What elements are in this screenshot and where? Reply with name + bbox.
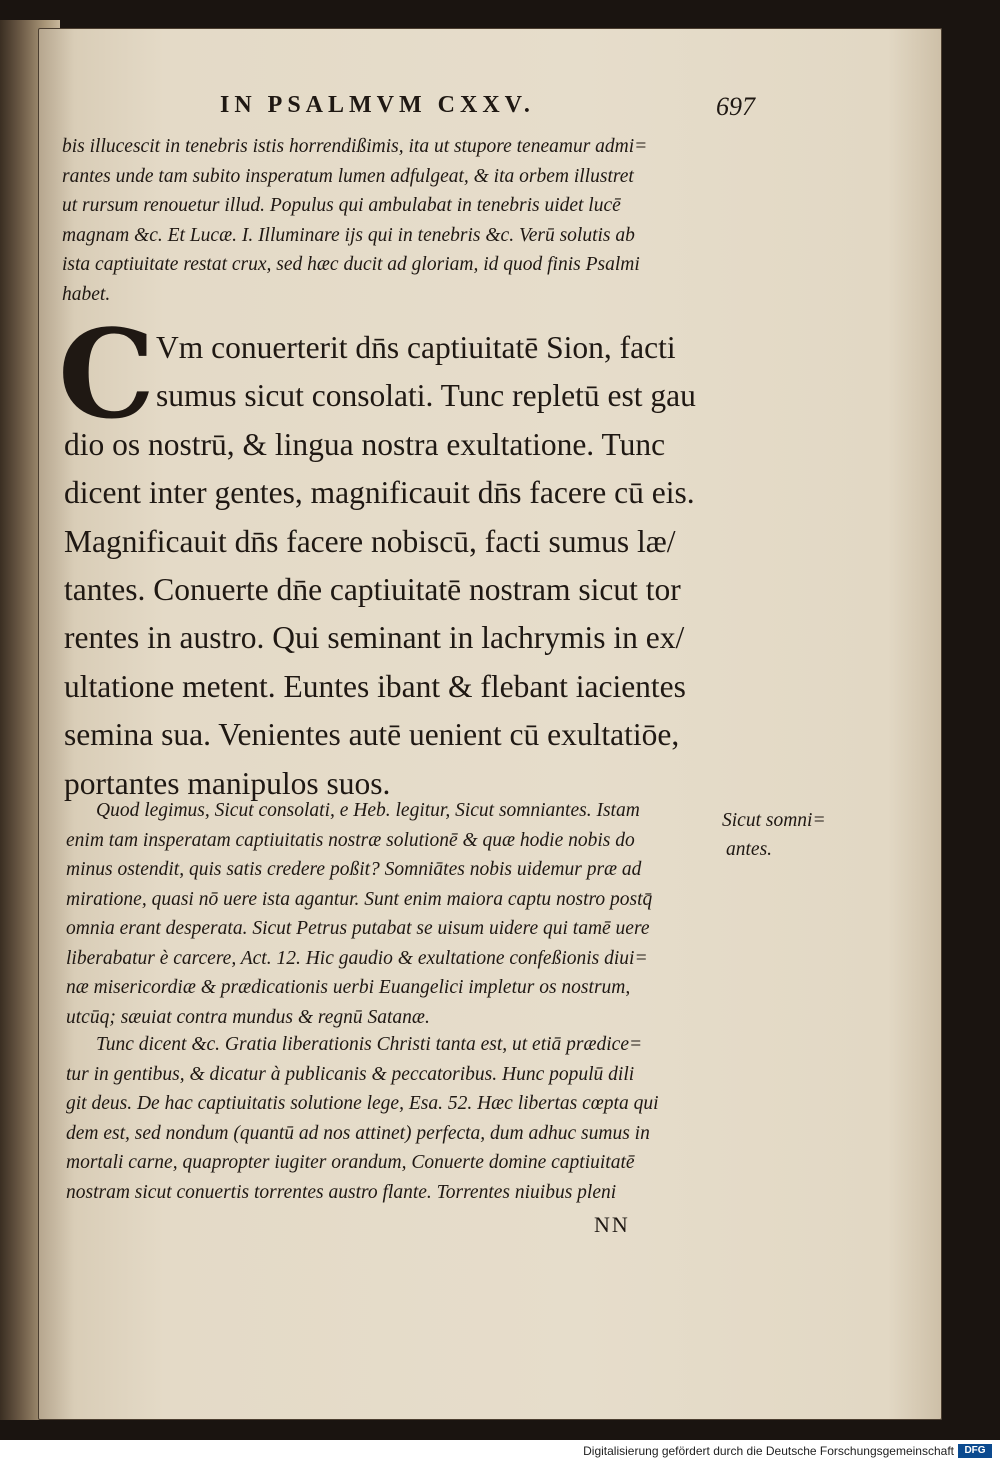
commentary-paragraph-2 bbox=[66, 1030, 736, 1207]
psalm-line: Vm conuerterit dn̄s captiuitatē Sion, facti bbox=[156, 330, 676, 365]
drop-cap-initial: C bbox=[58, 302, 156, 446]
commentary-line: utcūq; sæuiat contra mundus & regnū Satanæ. bbox=[66, 1006, 430, 1028]
commentary-line: tur in gentibus, & dicatur à publicanis & peccatoribus. Hunc populū dili bbox=[66, 1063, 635, 1085]
commentary-line: Tunc dicent &c. Gratia liberationis Christi tanta est, ut etiā prædice= bbox=[96, 1034, 643, 1055]
intro-line: ista captiuitate restat crux, sed hæc ducit ad gloriam, id quod finis Psalmi bbox=[62, 254, 640, 275]
commentary-line: nostram sicut conuertis torrentes austro flante. Torrentes niuibus pleni bbox=[66, 1181, 617, 1203]
psalm-text bbox=[64, 324, 724, 808]
commentary-line: næ misericordiæ & prædicationis uerbi Euangelici impletur os nostrum, bbox=[66, 977, 631, 998]
psalm-line: dio os nostrū, & lingua nostra exultatione. Tunc bbox=[64, 426, 666, 462]
commentary-paragraph-1 bbox=[66, 796, 736, 1032]
catchword-signature: NN bbox=[594, 1212, 630, 1237]
psalm-line: semina sua. Venientes autē uenient cū exultatiōe, bbox=[64, 717, 680, 753]
intro-line: rantes unde tam subito insperatum lumen adfulgeat, & ita orbem illustret bbox=[62, 165, 634, 187]
psalm-line: rentes in austro. Qui seminant in lachrymis in ex/ bbox=[64, 620, 685, 656]
commentary-line: dem est, sed nondum (quantū ad nos attinet) perfecta, dum adhuc sumus in bbox=[66, 1122, 650, 1144]
margin-note-line: Sicut somni= bbox=[722, 810, 826, 831]
commentary-line: enim tam insperatam captiuitatis nostræ solutionē & quæ hodie nobis do bbox=[66, 829, 635, 851]
commentary-line: git deus. De hac captiuitatis solutione lege, Esa. 52. Hæc libertas cœpta qui bbox=[66, 1093, 659, 1114]
psalm-line: dicent inter gentes, magnificauit dn̄s facere cū eis. bbox=[64, 475, 695, 511]
commentary-line: Quod legimus, Sicut consolati, e Heb. legitur, Sicut somniantes. Istam bbox=[96, 800, 640, 821]
psalm-line: Magnificauit dn̄s facere nobiscū, facti sumus læ/ bbox=[64, 523, 676, 559]
commentary-line: minus ostendit, quis satis credere poßit? Somniātes nobis uidemur præ ad bbox=[66, 859, 642, 880]
commentary-line: mortali carne, quapropter iugiter orandum, Conuerte domine captiuitatē bbox=[66, 1152, 635, 1173]
intro-line: magnam &c. Et Lucæ. I. Illuminare ijs qui in tenebris &c. Verū solutis ab bbox=[62, 224, 635, 246]
dfg-logo-icon[interactable]: DFG bbox=[958, 1444, 992, 1458]
psalm-line: tantes. Conuerte dn̄e captiuitatē nostram sicut tor bbox=[64, 572, 681, 608]
page-number: 697 bbox=[716, 92, 755, 121]
commentary-line: liberabatur è carcere, Act. 12. Hic gaudio & exultatione confeßionis diui= bbox=[66, 947, 648, 969]
intro-line: habet. bbox=[62, 283, 111, 305]
commentary-line: omnia erant desperata. Sicut Petrus putabat se uisum uidere qui tamē uere bbox=[66, 918, 650, 939]
running-head: IN PSALMVM CXXV. bbox=[220, 92, 535, 118]
psalm-line: sumus sicut consolati. Tunc repletū est gau bbox=[156, 378, 696, 414]
intro-line: ut rursum renouetur illud. Populus qui ambulabat in tenebris uidet lucē bbox=[62, 195, 621, 216]
psalm-line: ultatione metent. Euntes ibant & flebant iacientes bbox=[64, 668, 686, 704]
commentary-line: miratione, quasi nō uere ista agantur. Sunt enim maiora captu nostro postq̄ bbox=[66, 888, 653, 910]
psalm-line: portantes manipulos suos. bbox=[64, 765, 391, 801]
intro-line: bis illucescit in tenebris istis horrendißimis, ita ut stupore teneamur admi= bbox=[62, 136, 648, 157]
margin-note-line: antes. bbox=[726, 839, 773, 860]
margin-note bbox=[722, 806, 842, 864]
funding-credit: Digitalisierung gefördert durch die Deutsche Forschungsgemeinschaft bbox=[583, 1444, 954, 1458]
intro-text bbox=[62, 132, 734, 309]
